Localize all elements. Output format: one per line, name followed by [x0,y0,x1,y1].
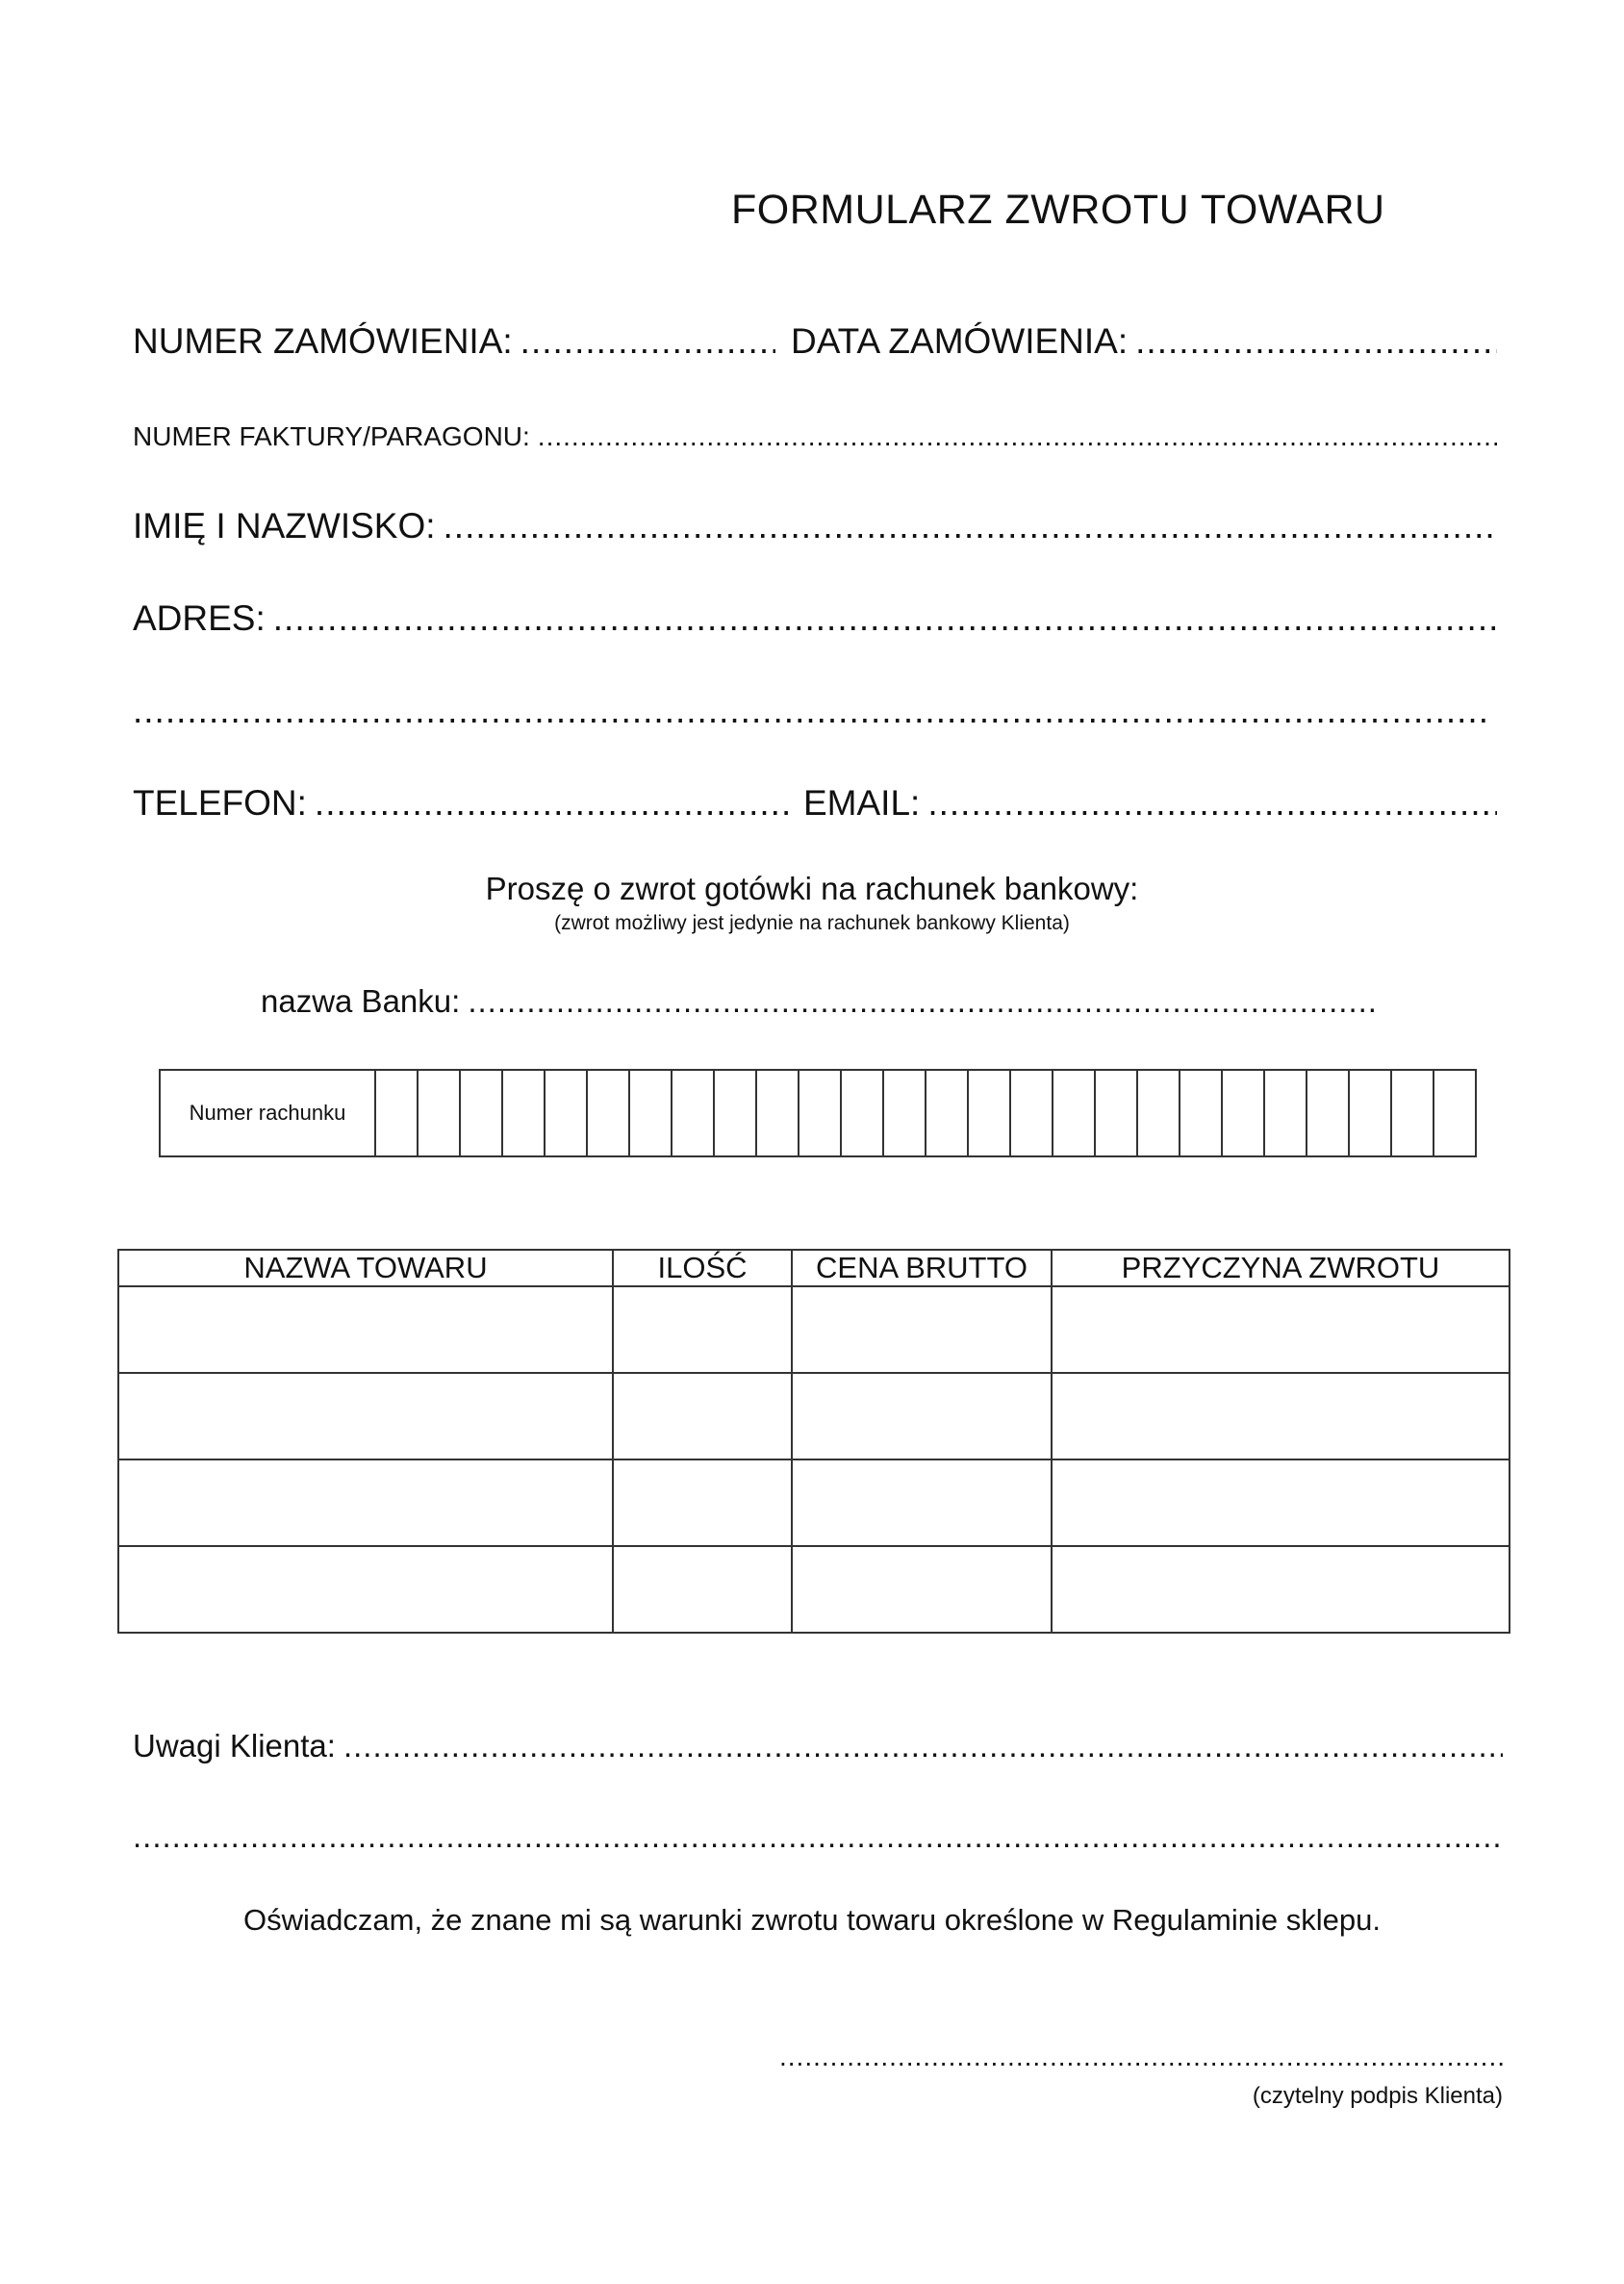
signature-label: (czytelny podpis Klienta) [1252,2083,1503,2109]
order-number-label: NUMER ZAMÓWIENIA: [133,321,513,361]
account-digit-cell[interactable] [1350,1071,1392,1155]
account-number-cells [376,1071,1475,1155]
header-gross-price: CENA BRUTTO [792,1250,1052,1286]
quantity-cell[interactable] [613,1373,792,1459]
product-name-cell[interactable] [118,1459,613,1546]
account-digit-cell[interactable] [672,1071,715,1155]
order-number-field[interactable] [133,321,775,368]
order-date-label: DATA ZAMÓWIENIA: [791,321,1129,361]
account-digit-cell[interactable] [461,1071,503,1155]
remarks-line-2[interactable] [133,1818,1503,1865]
product-name-cell[interactable] [118,1373,613,1459]
gross-price-cell[interactable] [792,1286,1052,1373]
invoice-number-dots [538,421,1497,452]
terms-statement: Oświadczam, że znane mi są warunki zwrotu towaru określone w Regulaminie sklepu. [243,1903,1381,1937]
email-dots [927,783,1497,824]
address-line-2-dots [133,691,1491,731]
remarks-field[interactable] [133,1728,1503,1774]
account-digit-cell[interactable] [715,1071,757,1155]
full-name-field[interactable] [133,506,1497,552]
table-row [118,1546,1510,1633]
account-digit-cell[interactable] [546,1071,588,1155]
account-digit-cell[interactable] [1392,1071,1434,1155]
account-digit-cell[interactable] [799,1071,842,1155]
remarks-line-2-dots [133,1818,1503,1855]
table-row [118,1286,1510,1373]
account-digit-cell[interactable] [842,1071,884,1155]
header-return-reason: PRZYCZYNA ZWROTU [1052,1250,1510,1286]
quantity-cell[interactable] [613,1546,792,1633]
account-digit-cell[interactable] [1434,1071,1475,1155]
returned-goods-table [117,1249,1510,1634]
invoice-number-field[interactable] [133,421,1497,460]
account-digit-cell[interactable] [1011,1071,1053,1155]
address-label: ADRES: [133,598,266,638]
account-digit-cell[interactable] [1265,1071,1307,1155]
quantity-cell[interactable] [613,1459,792,1546]
return-reason-cell[interactable] [1052,1373,1510,1459]
account-digit-cell[interactable] [630,1071,672,1155]
quantity-cell[interactable] [613,1286,792,1373]
order-date-dots [1135,321,1497,362]
account-digit-cell[interactable] [1180,1071,1223,1155]
order-number-dots [520,321,775,362]
product-name-cell[interactable] [118,1546,613,1633]
gross-price-cell[interactable] [792,1373,1052,1459]
account-digit-cell[interactable] [1096,1071,1138,1155]
return-reason-cell[interactable] [1052,1286,1510,1373]
full-name-dots [444,506,1497,546]
phone-dots [315,783,795,824]
header-quantity: ILOŚĆ [613,1250,792,1286]
account-digit-cell[interactable] [1223,1071,1265,1155]
phone-label: TELEFON: [133,783,307,823]
full-name-label: IMIĘ I NAZWISKO: [133,506,436,546]
account-digit-cell[interactable] [1307,1071,1350,1155]
bank-name-field[interactable] [261,983,1377,1026]
product-name-cell[interactable] [118,1286,613,1373]
return-reason-cell[interactable] [1052,1546,1510,1633]
account-digit-cell[interactable] [969,1071,1011,1155]
account-digit-cell[interactable] [588,1071,630,1155]
header-product-name: NAZWA TOWARU [118,1250,613,1286]
account-digit-cell[interactable] [419,1071,461,1155]
refund-note: (zwrot możliwy jest jedynie na rachunek bankowy Klienta) [554,912,1070,934]
account-digit-cell[interactable] [757,1071,799,1155]
refund-heading: Proszę o zwrot gotówki na rachunek bankowy: [485,871,1139,906]
bank-name-label: nazwa Banku: [261,983,461,1019]
table-header-row [118,1250,1510,1286]
email-label: EMAIL: [803,783,921,823]
address-field[interactable] [133,598,1497,645]
email-field[interactable] [803,783,1497,829]
form-title: FORMULARZ ZWROTU TOWARU [731,187,1385,233]
table-row [118,1373,1510,1459]
account-digit-cell[interactable] [1138,1071,1180,1155]
account-number-label: Numer rachunku [161,1071,376,1155]
account-digit-cell[interactable] [376,1071,419,1155]
account-digit-cell[interactable] [503,1071,546,1155]
remarks-dots [343,1728,1503,1764]
signature-line[interactable] [779,2042,1503,2072]
address-line-2[interactable] [133,691,1491,737]
gross-price-cell[interactable] [792,1546,1052,1633]
account-digit-cell[interactable] [926,1071,969,1155]
gross-price-cell[interactable] [792,1459,1052,1546]
return-reason-cell[interactable] [1052,1459,1510,1546]
bank-name-dots [468,983,1377,1020]
account-digit-cell[interactable] [884,1071,926,1155]
account-digit-cell[interactable] [1053,1071,1096,1155]
account-number-grid [159,1069,1477,1157]
order-date-field[interactable] [791,321,1497,368]
phone-field[interactable] [133,783,795,829]
address-dots [273,598,1497,639]
invoice-number-label: NUMER FAKTURY/PARAGONU: [133,421,530,451]
remarks-label: Uwagi Klienta: [133,1728,336,1764]
table-row [118,1459,1510,1546]
